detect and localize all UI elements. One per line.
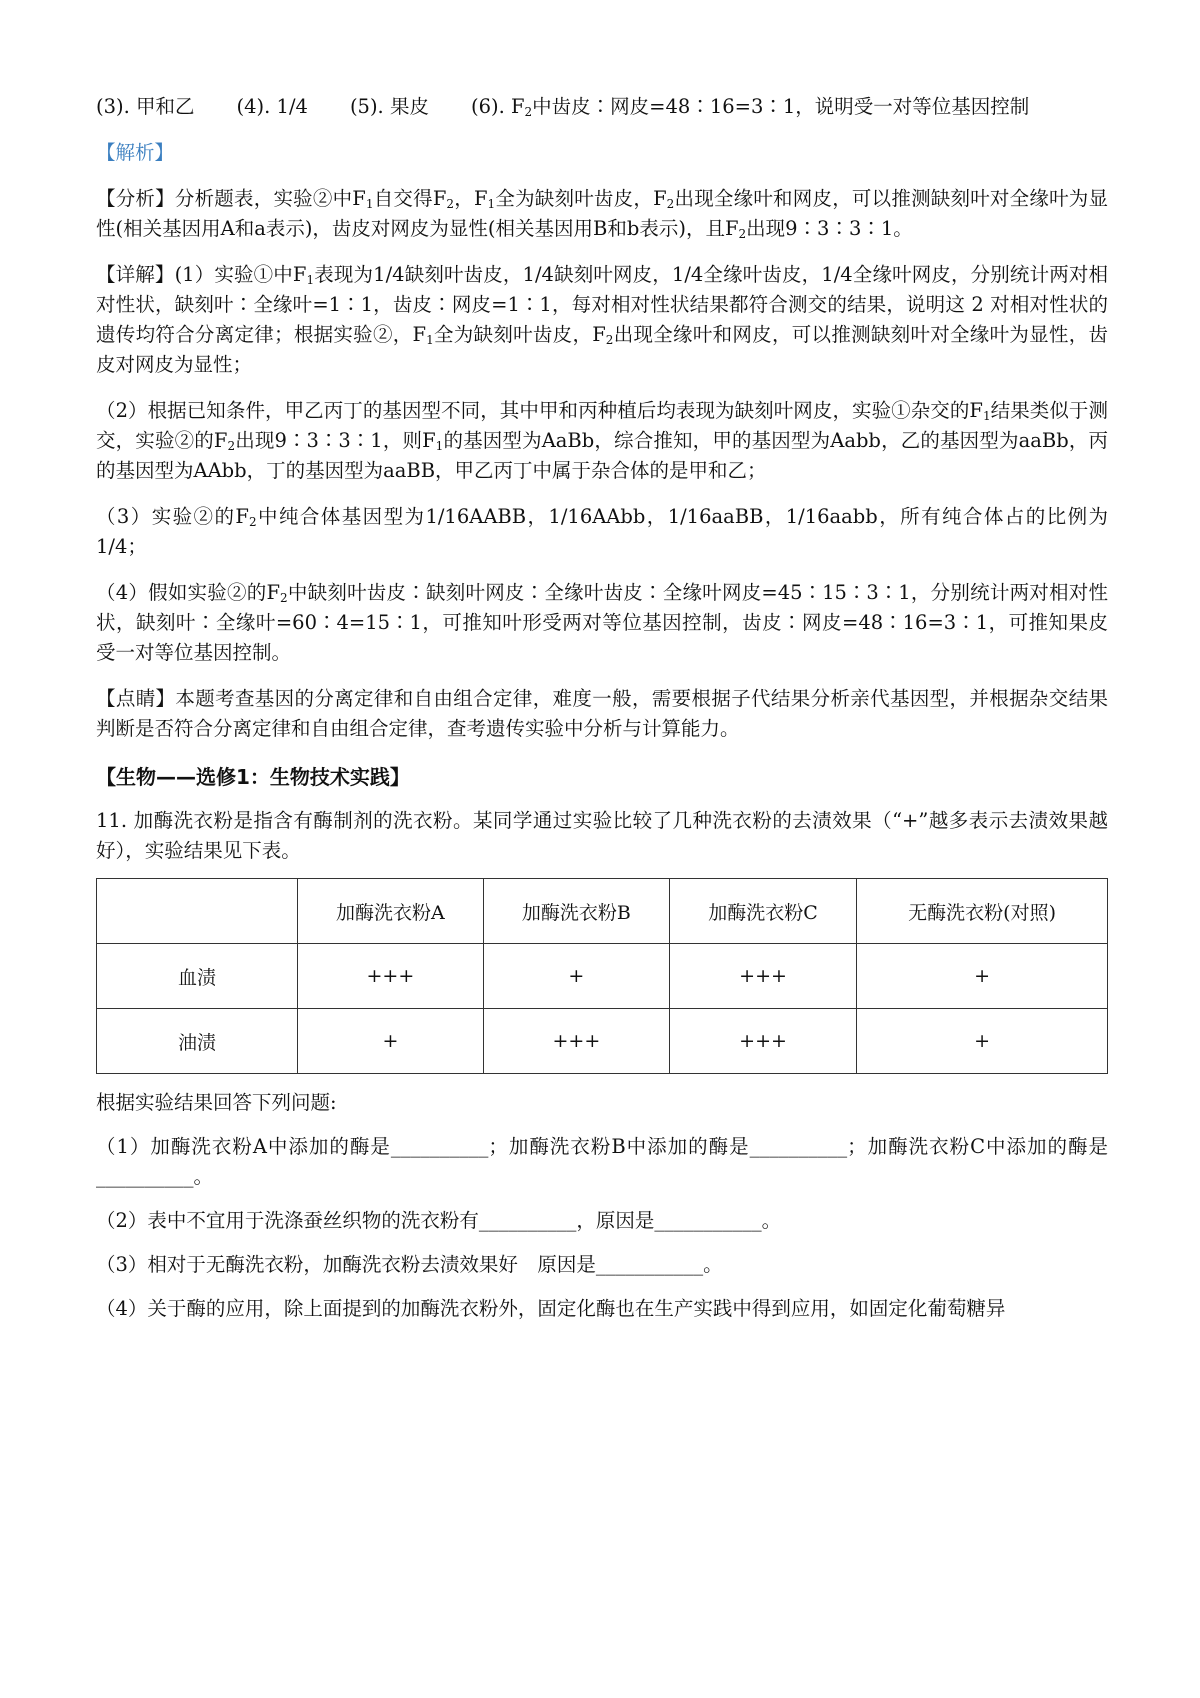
- table-row: [97, 944, 1108, 1009]
- question-4: （4）关于酶的应用，除上面提到的加酶洗衣粉外，固定化酶也在生产实践中得到应用，如固定化葡萄糖异: [96, 1297, 1006, 1320]
- answer-5: (5). 果皮: [349, 95, 429, 118]
- table-cell: +++: [669, 944, 856, 1009]
- table-cell: +++: [669, 1009, 856, 1074]
- section-title: 【生物——选修1：生物技术实践】: [96, 765, 410, 789]
- table-header-cell: [97, 879, 298, 944]
- table-row: [97, 1009, 1108, 1074]
- question-3: （3）相对于无酶洗衣粉，加酶洗衣粉去渍效果好 原因是___________。: [96, 1253, 723, 1276]
- question-1: （1）加酶洗衣粉A中添加的酶是__________；加酶洗衣粉B中添加的酶是__________；加酶洗衣粉C中添加的酶是__________。: [96, 1135, 1108, 1188]
- table-cell: +: [857, 1009, 1108, 1074]
- table-header-cell: 加酶洗衣粉C: [669, 879, 856, 944]
- table-cell: +: [857, 944, 1108, 1009]
- detail-paragraph-4: （4）假如实验②的$F_2$中缺刻叶齿皮∶缺刻叶网皮∶全缘叶齿皮∶全缘叶网皮=45∶15∶3∶1，分别统计两对相对性状，缺刻叶∶全缘叶=60∶4=15∶1，可推知叶形受两对等位基因控制，齿皮∶网皮=48∶16=3∶1，可推知果皮受一对等位基因控制。: [96, 581, 1109, 664]
- table-header-cell: 无酶洗衣粉(对照): [857, 879, 1108, 944]
- table-cell: +++: [483, 1009, 669, 1074]
- analysis-paragraph: 【分析】分析题表，实验②中$F_1$自交得$F_2$，$F_1$全为缺刻叶齿皮，$F_2$出现全缘叶和网皮，可以推测缺刻叶对全缘叶为显性(相关基因用A和a表示)，齿皮对网皮为显性(相关基因用B和b表示)，且$F_2$出现9∶3∶3∶1。: [96, 187, 1109, 241]
- detail-paragraph-2: （2）根据已知条件，甲乙丙丁的基因型不同，其中甲和丙种植后均表现为缺刻叶网皮，实验①杂交的$F_1$结果类似于测交，实验②的$F_2$出现9∶3∶3∶1，则$F_1$的基因型为AaBb，综合推知，甲的基因型为Aabb，乙的基因型为aaBb，丙的基因型为AAbb，丁的基因型为aaBB，甲乙丙丁中属于杂合体的是甲和乙；: [96, 399, 1109, 482]
- results-table: [96, 878, 1108, 1074]
- question-11-intro: 11. 加酶洗衣粉是指含有酶制剂的洗衣粉。某同学通过实验比较了几种洗衣粉的去渍效果（“+”越多表示去渍效果越好），实验结果见下表。: [96, 809, 1108, 862]
- answer-line: [96, 92, 1108, 122]
- detail-paragraph-3: （3）实验②的$F_2$中纯合体基因型为1/16AABB，1/16AAbb，1/16aaBB，1/16aabb，所有纯合体占的比例为1/4；: [96, 505, 1108, 558]
- table-cell: 油渍: [97, 1009, 298, 1074]
- document-content: [96, 92, 1108, 1338]
- table-cell: +++: [298, 944, 484, 1009]
- question-lead: 根据实验结果回答下列问题:: [96, 1091, 337, 1114]
- answer-6: (6). $F_2$中齿皮∶网皮=48∶16=3∶1，说明受一对等位基因控制: [470, 95, 1030, 119]
- detail-paragraph-1: 【详解】(1）实验①中$F_1$表现为1/4缺刻叶齿皮，1/4缺刻叶网皮，1/4全缘叶齿皮，1/4全缘叶网皮，分别统计两对相对性状，缺刻叶∶全缘叶=1∶1，齿皮∶网皮=1∶1，每对相对性状结果都符合测交的结果，说明这 2 对相对性状的遗传均符合分离定律；根据实验②，$F_1$全为缺刻叶齿皮，$F_2$出现全缘叶和网皮，可以推测缺刻叶对全缘叶为显性，齿皮对网皮为显性；: [96, 263, 1108, 376]
- answer-4: (4). 1/4: [236, 95, 308, 118]
- dianjing-paragraph: 【点睛】本题考查基因的分离定律和自由组合定律，难度一般，需要根据子代结果分析亲代基因型，并根据杂交结果判断是否符合分离定律和自由组合定律，查考遗传实验中分析与计算能力。: [96, 687, 1108, 740]
- table-header-row: [97, 879, 1108, 944]
- question-2: （2）表中不宜用于洗涤蚕丝织物的洗衣粉有__________，原因是___________。: [96, 1209, 782, 1232]
- table-header-cell: 加酶洗衣粉A: [298, 879, 484, 944]
- jiexi-label: 【解析】: [96, 141, 175, 164]
- table-header-cell: 加酶洗衣粉B: [483, 879, 669, 944]
- table-cell: +: [298, 1009, 484, 1074]
- table-cell: +: [483, 944, 669, 1009]
- answer-3: (3). 甲和乙: [96, 95, 195, 118]
- table-cell: 血渍: [97, 944, 298, 1009]
